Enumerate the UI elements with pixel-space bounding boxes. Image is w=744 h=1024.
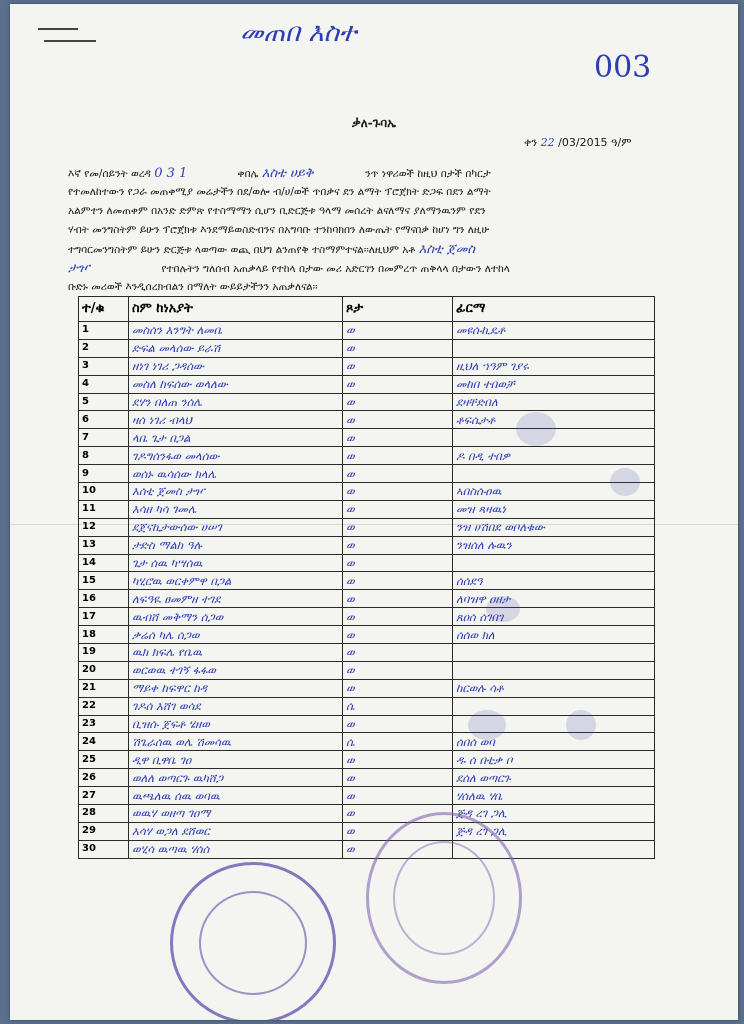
row-number: 14 [79,554,129,572]
row-signature: ሰበሰ ወባ [453,733,655,751]
row-name: ወለለ ወጣርጉ ዉካሸጋ [129,769,343,787]
table-header-row [79,297,655,322]
row-name: ታድስ ማልከ ዓሉ [129,536,343,554]
page-number: 003 [594,50,652,85]
row-name: ዉጫለዉ ሰዉ ወባዉ [129,787,343,805]
thumbprint-smudge [468,710,506,740]
row-sex: ወ [343,411,453,429]
row-sex: ሴ [343,733,453,751]
row-name: ቢዝሱ ጀፍቶ ሄዘወ [129,715,343,733]
row-number: 12 [79,518,129,536]
date-label: ቀን [524,136,538,149]
row-signature: ለባዝዋ ዐዘታ [453,590,655,608]
table-row [79,518,655,536]
document-page [10,4,738,1020]
table-row [79,536,655,554]
row-sex: ወ [343,715,453,733]
kebele-name: እስቴ ሀይቅ [261,166,314,181]
row-signature [453,554,655,572]
row-signature: ከርወሉ ሳቶ [453,679,655,697]
row-sex: ወ [343,769,453,787]
row-sex: ወ [343,751,453,769]
row-name: ወርወዉ ተገኝ ፋፋወ [129,661,343,679]
table-row [79,822,655,840]
row-signature: መዩሱኪዴቶ [453,322,655,340]
row-name: ወሂሳ ዉጣዉ ሃሰሰ [129,840,343,858]
row-signature: ንዝ ሀሽበደ ወቦለቁው [453,518,655,536]
row-sex: ወ [343,590,453,608]
row-name: ሽጌራሰዉ ወሌ ሽመሳዉ [129,733,343,751]
row-number: 21 [79,679,129,697]
intro-line: አልምተን ለመጠቀም በአንድ ድምጽ የተስማማን ሲሆን ቢድርጅቱ ዓላማ መሰረት ልናለማና ያለማንዉንም የደን [68,205,486,217]
col-header-name: ስም ከነአያት [129,297,343,322]
intro-paragraph [68,164,668,297]
document-title: ቃለ-ጉባኤ [352,116,397,130]
row-signature [453,661,655,679]
date-line: ቀን 22 /03/2015 ዓ/ም [524,136,632,149]
row-number: 1 [79,322,129,340]
row-number: 11 [79,500,129,518]
row-number: 3 [79,357,129,375]
row-number: 29 [79,822,129,840]
row-sex: ወ [343,339,453,357]
row-sex: ወ [343,465,453,483]
thumbprint-smudge [516,412,556,446]
row-number: 24 [79,733,129,751]
leader-name: እስቲ ጀመስ [418,242,476,257]
row-signature: ሰሰደዓ [453,572,655,590]
table-row [79,357,655,375]
row-sex: ወ [343,661,453,679]
intro-line: የተመለከተውን የጋራ መጠቀሚያ መሬታችን በደ/ወሎ ብ/ሀ/ወች ጥበቃና ደን ልማት ፕሮጀክት ድጋፍ በደን ልማት [68,186,491,198]
kebele-label: ቀበሌ [237,168,259,180]
intro-line: ተግባርመንግስትም ይሁን ድርጅቱ ላወጣው ወጪ በህግ ልንጠየቅ ተስማምተናል፡፡ለዚህም አቶ [68,244,416,256]
row-name: ዘነገ ነገሪ ጋዳሰው [129,357,343,375]
row-number: 16 [79,590,129,608]
row-sex: ወ [343,500,453,518]
row-name: ወሰኑ ዉሳሰው ክላሌ [129,465,343,483]
table-row [79,393,655,411]
row-sex: ወ [343,429,453,447]
row-signature: ጅዳ ረገ ጋሊ [453,822,655,840]
intro-line: ሃብት መንግስትም ይሁን ፕሮጀክቱ እንደማይወስድብንና በአግባቡ ተንከባክበን ለውጤት የማናበቃ ከሆነ ግን ለዚሁ [68,224,490,236]
row-signature [453,644,655,662]
row-name: ገዶሰ እሸገ ወሳደ [129,697,343,715]
row-number: 7 [79,429,129,447]
row-sex: ወ [343,644,453,662]
row-sex: ወ [343,822,453,840]
row-number: 27 [79,787,129,805]
row-signature [453,339,655,357]
intro-line: የተበሉትን ግለሰብ አጠቃላይ የተከላ በታው መሪ አድርገን በመምረጥ ጠቅላላ በታውን ለተከላ [161,263,510,275]
table-row [79,500,655,518]
row-sex: ወ [343,554,453,572]
row-signature: ደሰለ ወጣርጉ [453,769,655,787]
row-sex: ወ [343,536,453,554]
row-number: 4 [79,375,129,393]
row-number: 28 [79,805,129,823]
row-sex: ሴ [343,697,453,715]
row-name: ማይቀ ከፍዋር ከዳ [129,679,343,697]
corner-mark [44,40,96,42]
table-row [79,465,655,483]
table-row [79,554,655,572]
table-row [79,697,655,715]
table-row [79,375,655,393]
row-name: መስሰን እንግት ለመቤ [129,322,343,340]
row-name: ካሂሮዉ ወርቀምዋ በጋል [129,572,343,590]
row-number: 6 [79,411,129,429]
row-sex: ወ [343,322,453,340]
row-name: ዉክ ክፍሌ የቤዉ [129,644,343,662]
col-header-number: ተ/ቁ [79,297,129,322]
row-sex: ወ [343,608,453,626]
table-row [79,322,655,340]
row-name: ዉብሸ መቅማን ሰጋወ [129,608,343,626]
row-name: እሰቲ ጀመስ ታዦ [129,483,343,501]
row-name: ወዉሃ ወዘጣ ገዐማ [129,805,343,823]
corner-mark [38,28,78,30]
table-row [79,590,655,608]
row-signature: ቶፍሴታቶ [453,411,655,429]
table-row [79,644,655,662]
row-sex: ወ [343,518,453,536]
table-row [79,840,655,858]
row-number: 20 [79,661,129,679]
table-row [79,751,655,769]
signature-table [78,296,655,859]
row-sex: ወ [343,483,453,501]
table-row [79,447,655,465]
row-number: 22 [79,697,129,715]
row-name: ደጀናኪታውሰው ሀሠገ [129,518,343,536]
intro-line: ቡድኑ መሪወች እንዲሰረክብልን በማለት ውይይታችንን አጠቃለናል፡፡ [68,281,318,293]
row-signature: ንዝሰለ ሉዉን [453,536,655,554]
thumbprint-smudge [566,710,596,740]
col-header-signature: ፊርማ [453,297,655,322]
row-number: 26 [79,769,129,787]
row-number: 30 [79,840,129,858]
table-row [79,626,655,644]
row-sex: ወ [343,840,453,858]
table-row [79,805,655,823]
row-name: ዲዋ ቢዋቤ ገዐ [129,751,343,769]
row-signature: ጸዐሰ ሰገበገ [453,608,655,626]
row-sex: ወ [343,805,453,823]
row-name: ላቤ ጌታ በጋል [129,429,343,447]
leader-name-2: ታዦ [68,261,90,276]
row-sex: ወ [343,375,453,393]
row-signature: ዶ በዲ ተበዎ [453,447,655,465]
row-number: 25 [79,751,129,769]
row-number: 15 [79,572,129,590]
thumbprint-smudge [486,596,520,622]
row-signature: ኣበስሱዐዉ [453,483,655,501]
row-number: 18 [79,626,129,644]
table-row [79,787,655,805]
row-signature: ሃሰለዉ ሃቤ [453,787,655,805]
row-sex: ወ [343,626,453,644]
row-name: መስለ ከፍሰው ወላለው [129,375,343,393]
row-sex: ወ [343,679,453,697]
table-row [79,679,655,697]
row-name: እሳሃ ወጋለ ደሸወር [129,822,343,840]
row-number: 17 [79,608,129,626]
row-name: ጌታ ሰዉ ካሣሰዉ [129,554,343,572]
row-number: 10 [79,483,129,501]
table-row [79,411,655,429]
table-row [79,339,655,357]
official-stamp [170,862,336,1020]
intro-line: ንጥ ነዋሪወች ከዚህ በታች በካርታ [365,168,491,180]
row-number: 5 [79,393,129,411]
table-row [79,483,655,501]
row-number: 9 [79,465,129,483]
intro-line: እኛ የመ/ሰይንት ወረዳ [68,168,151,180]
col-header-sex: ጾታ [343,297,453,322]
row-name: ቃሬሰ ካሌ ሰጋወ [129,626,343,644]
row-sex: ወ [343,393,453,411]
thumbprint-smudge [610,468,640,496]
row-sex: ወ [343,447,453,465]
row-signature: መዝ ጻዛዉነ [453,500,655,518]
row-name: ድፍል መላሰው ይራሽ [129,339,343,357]
row-name: እሳዘ ካሳ ገመሌ [129,500,343,518]
table-row [79,661,655,679]
table-row [79,769,655,787]
row-name: ደሃን በለጠ ንሰሌ [129,393,343,411]
row-sex: ወ [343,787,453,805]
row-signature: መከበ ተበወቻ [453,375,655,393]
row-number: 8 [79,447,129,465]
row-name: ገዶግሰንፋወ መላሰው [129,447,343,465]
row-name: ዛሰ ነገሪ ብላህ [129,411,343,429]
row-name: ለፍዓዪ ፀመምዘ ተገደ [129,590,343,608]
kebele-number: 0 3 1 [154,166,188,181]
row-signature: ሰሰወ ክለ [453,626,655,644]
row-signature: ጅዳ ረገ ጋሊ [453,805,655,823]
row-sex: ወ [343,357,453,375]
row-number: 23 [79,715,129,733]
row-number: 2 [79,339,129,357]
row-signature: ዱ ሰ በቲቃ ቦ [453,751,655,769]
table-row [79,733,655,751]
date-value: /03/2015 ዓ/ም [558,136,632,149]
row-signature: ደዛቸድበለ [453,393,655,411]
official-stamp [366,812,522,984]
handwritten-title: መጠበ እስተ [240,18,357,48]
row-number: 13 [79,536,129,554]
row-sex: ወ [343,572,453,590]
table-row [79,429,655,447]
table-row [79,608,655,626]
table-row [79,572,655,590]
row-number: 19 [79,644,129,662]
row-signature: ዚህለ ኀዓም ገያሩ [453,357,655,375]
